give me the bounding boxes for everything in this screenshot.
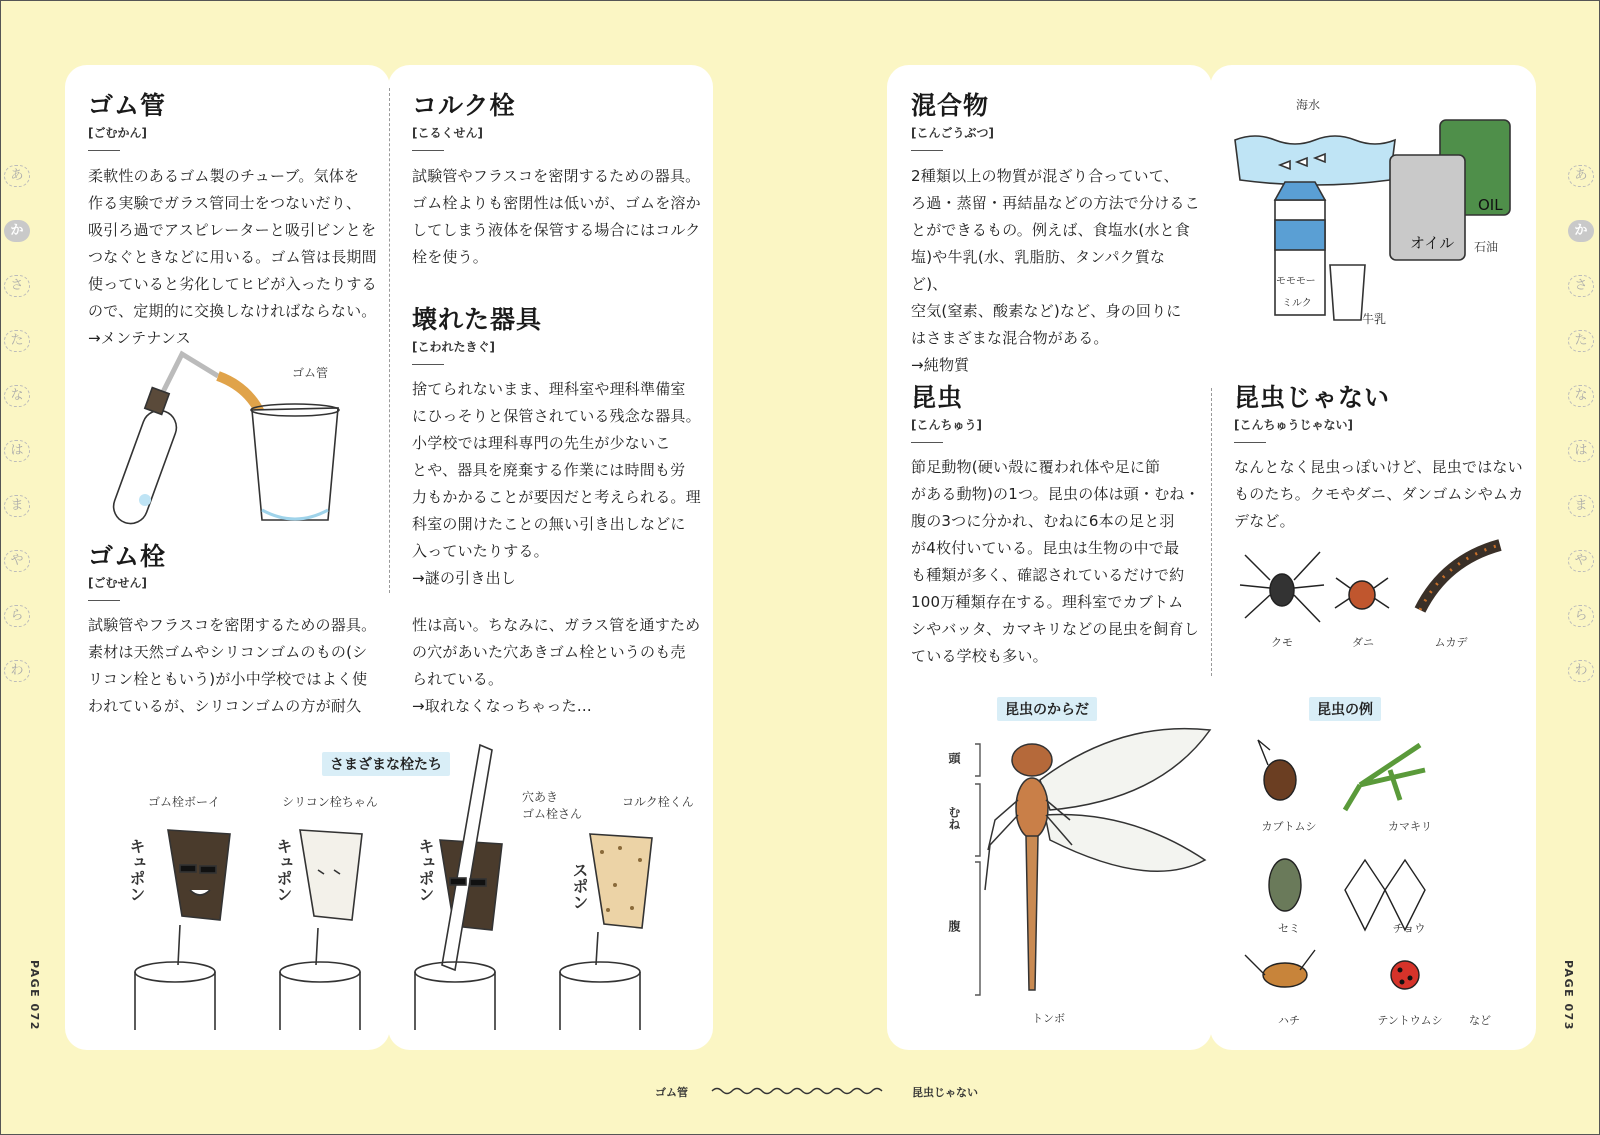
- text-line: 使っていると劣化してヒビが入ったりする: [88, 275, 377, 293]
- text-line: 試験管やフラスコを密閉するための器具。: [88, 616, 377, 634]
- text-line: ゴム栓よりも密閉性は低いが、ゴムを溶か: [412, 194, 701, 212]
- text-line: してしまう液体を保管する場合にはコルク: [412, 221, 701, 239]
- index-tab-1[interactable]: か: [4, 220, 30, 242]
- text-line: 塩)や牛乳(水、乳脂肪、タンパク質など)、: [911, 248, 1166, 293]
- text-line: 空気(窒素、酸素など)など、身の回りに: [911, 302, 1182, 320]
- entry-body-konchuu-janai: [1234, 454, 1530, 535]
- text-line: とができるもの。例えば、食塩水(水と食: [911, 221, 1191, 239]
- text-line: 科室の開けたことの無い引き出しなどに: [412, 515, 686, 533]
- entry-reading-konchuu: [こんちゅう]: [911, 418, 982, 432]
- text-line: ので、定期的に交換しなければならない。: [88, 302, 377, 320]
- body-part-abdomen: 腹: [947, 920, 961, 932]
- entry-reading-gomusen: [ごむせん]: [88, 576, 147, 590]
- index-tab-3[interactable]: た: [1568, 330, 1594, 352]
- text-line: 2種類以上の物質が混ざり合っていて、: [911, 167, 1179, 185]
- text-line: にひっそりと保管されている残念な器具。: [412, 407, 701, 425]
- index-tab-9[interactable]: わ: [1568, 660, 1594, 682]
- insect-examples-illustration: [1240, 730, 1490, 1010]
- sound-effect: スポン: [570, 862, 589, 910]
- text-line: シやバッタ、カマキリなどの昆虫を飼育し: [911, 620, 1199, 638]
- entry-body-kowareta: [412, 376, 702, 592]
- sound-effect: キュポン: [127, 838, 146, 902]
- entry-reading-konchuu-janai: [こんちゅうじゃない]: [1234, 418, 1353, 432]
- text-line: つなぐときなどに用いる。ゴム管は長期間: [88, 248, 377, 266]
- insect-name: チョウ: [1392, 922, 1426, 935]
- insect-name: テントウムシ: [1377, 1014, 1443, 1027]
- text-line: われているが、シリコンゴムの方が耐久: [88, 697, 362, 715]
- stopper-name: シリコン栓ちゃん: [282, 795, 378, 809]
- index-tab-3[interactable]: た: [4, 330, 30, 352]
- title-rule: [1234, 442, 1266, 443]
- sound-effect: キュポン: [416, 838, 435, 902]
- entry-body-kongoubutsu: [911, 163, 1201, 379]
- index-tab-4[interactable]: な: [1568, 385, 1594, 407]
- body-part-thorax: むね: [947, 806, 961, 830]
- footer-start-word: ゴム管: [655, 1086, 688, 1099]
- cross-reference-link[interactable]: →メンテナンス: [88, 329, 191, 347]
- right-page-number: PAGE 073: [1562, 960, 1575, 1031]
- index-tab-2[interactable]: さ: [4, 275, 30, 297]
- text-line: はさまざまな混合物がある。: [911, 329, 1109, 347]
- footer-end-word: 昆虫じゃない: [912, 1086, 978, 1099]
- title-rule: [911, 442, 943, 443]
- text-line: の穴があいた穴あきゴム栓というのも売: [412, 643, 686, 661]
- left-page-number: PAGE 072: [28, 960, 41, 1031]
- insect-name: カブトムシ: [1261, 820, 1317, 833]
- title-rule: [911, 150, 943, 151]
- text-line: 入っていたりする。: [412, 542, 549, 560]
- entry-body-konchuu: [911, 454, 1201, 670]
- entry-title-konchuu-janai: 昆虫じゃない: [1234, 383, 1391, 412]
- entry-reading-kongoubutsu: [こんごうぶつ]: [911, 126, 994, 140]
- mixtures-illustration: [1235, 110, 1515, 330]
- text-line: なんとなく昆虫っぽいけど、昆虫ではない: [1234, 458, 1523, 476]
- index-tab-4[interactable]: な: [4, 385, 30, 407]
- index-tab-7[interactable]: や: [4, 550, 30, 572]
- rubber-tube-illustration: [100, 360, 360, 530]
- oil-label: 石油: [1474, 240, 1499, 254]
- text-line: も種類が多く、確認されているだけで約: [911, 566, 1185, 584]
- non-insects-illustration: [1240, 540, 1510, 630]
- insect-examples-heading: 昆虫の例: [1309, 697, 1381, 721]
- index-tab-6[interactable]: ま: [4, 495, 30, 517]
- text-line: 柔軟性のあるゴム製のチューブ。気体を: [88, 167, 360, 185]
- text-line: 小学校では理科専門の先生が少ないこ: [412, 434, 671, 452]
- title-rule: [412, 150, 444, 151]
- insect-body-heading: 昆虫のからだ: [997, 697, 1097, 721]
- body-part-head: 頭: [947, 752, 961, 764]
- cross-reference-link[interactable]: →取れなくなっちゃった…: [412, 697, 592, 715]
- milk-label: 牛乳: [1362, 312, 1387, 326]
- text-line: 吸引ろ過でアスピレーターと吸引ビンとを: [88, 221, 377, 239]
- index-tab-0[interactable]: あ: [4, 165, 30, 187]
- entry-reading-corksen: [こるくせん]: [412, 126, 483, 140]
- stopper-characters-illustration: [120, 760, 680, 1030]
- text-line: リコン栓ともいう)が小中学校ではよく使: [88, 670, 368, 688]
- index-tab-2[interactable]: さ: [1568, 275, 1594, 297]
- dragonfly-illustration: [960, 740, 1220, 1010]
- index-tab-7[interactable]: や: [1568, 550, 1594, 572]
- entry-title-gomukan: ゴム管: [88, 91, 167, 120]
- index-tab-8[interactable]: ら: [4, 605, 30, 627]
- entry-reading-gomukan: [ごむかん]: [88, 126, 147, 140]
- text-line: 栓を使う。: [412, 248, 489, 266]
- animal-name: ムカデ: [1434, 636, 1468, 649]
- text-line: 100万種類存在する。理科室でカブトム: [911, 593, 1184, 611]
- etc-label: など: [1469, 1014, 1491, 1027]
- text-line: とや、器具を廃棄する作業には時間も労: [412, 461, 686, 479]
- column-divider: [1211, 388, 1212, 676]
- rubber-tube-label: ゴム管: [292, 366, 329, 380]
- title-rule: [412, 364, 444, 365]
- carton-text: ミルク: [1282, 298, 1312, 309]
- entry-title-kowareta: 壊れた器具: [412, 305, 543, 334]
- text-line: ている学校も多い。: [911, 647, 1048, 665]
- carton-text: モモモー: [1276, 276, 1316, 287]
- dragonfly-caption: トンボ: [1032, 1012, 1065, 1025]
- stopper-name: コルク栓くん: [622, 795, 694, 809]
- index-tab-5[interactable]: は: [4, 440, 30, 462]
- stopper-name: 穴あき ゴム栓さん: [522, 790, 583, 821]
- index-tab-0[interactable]: あ: [1568, 165, 1594, 187]
- entry-body-corksen: [412, 163, 702, 271]
- entry-title-konchuu: 昆虫: [911, 383, 964, 412]
- title-rule: [88, 150, 120, 151]
- text-line: が4枚付いている。昆虫は生物の中で最: [911, 539, 1180, 557]
- footer-wave: [712, 1086, 888, 1096]
- text-line: 性は高い。ちなみに、ガラス管を通すため: [412, 616, 701, 634]
- can-text: オイル: [1410, 234, 1455, 252]
- entry-body-gomusen-continued: [412, 612, 702, 720]
- entry-title-gomusen: ゴム栓: [88, 542, 167, 571]
- index-tab-8[interactable]: ら: [1568, 605, 1594, 627]
- stopper-name: ゴム栓ボーイ: [148, 795, 221, 809]
- text-line: 腹の3つに分かれ、むねに6本の足と羽: [911, 512, 1175, 530]
- animal-name: クモ: [1271, 636, 1293, 649]
- seawater-label: 海水: [1296, 98, 1321, 112]
- index-tab-5[interactable]: は: [1568, 440, 1594, 462]
- text-line: られている。: [412, 670, 504, 688]
- text-line: ものたち。クモやダニ、ダンゴムシやムカ: [1234, 485, 1524, 503]
- index-tab-9[interactable]: わ: [4, 660, 30, 682]
- animal-name: ダニ: [1352, 636, 1374, 649]
- column-divider: [389, 88, 390, 593]
- cross-reference-link[interactable]: →謎の引き出し: [412, 569, 516, 587]
- title-rule: [88, 600, 120, 601]
- index-tab-1[interactable]: か: [1568, 220, 1594, 242]
- text-line: 力もかかることが要因だと考えられる。理: [412, 488, 701, 506]
- text-line: 作る実験でガラス管同士をつないだり、: [88, 194, 362, 212]
- entry-title-corksen: コルク栓: [412, 91, 516, 120]
- entry-title-kongoubutsu: 混合物: [911, 91, 990, 120]
- index-tab-6[interactable]: ま: [1568, 495, 1594, 517]
- text-line: ろ過・蒸留・再結晶などの方法で分けるこ: [911, 194, 1200, 212]
- insect-name: セミ: [1278, 922, 1300, 935]
- cross-reference-link[interactable]: →純物質: [911, 356, 970, 374]
- insect-name: ハチ: [1278, 1014, 1300, 1027]
- text-line: 捨てられないまま、理科室や理科準備室: [412, 380, 686, 398]
- text-line: がある動物)の1つ。昆虫の体は頭・むね・: [911, 485, 1200, 503]
- text-line: 試験管やフラスコを密閉するための器具。: [412, 167, 701, 185]
- drum-text: OIL: [1478, 196, 1503, 214]
- entry-reading-kowareta: [こわれたきぐ]: [412, 340, 495, 354]
- sound-effect: キュポン: [274, 838, 293, 902]
- entry-body-gomusen: [88, 612, 378, 720]
- stoppers-heading: さまざまな栓たち: [322, 752, 450, 776]
- text-line: 素材は天然ゴムやシリコンゴムのもの(シ: [88, 643, 368, 661]
- insect-name: カマキリ: [1388, 820, 1432, 833]
- text-line: 節足動物(硬い殻に覆われ体や足に節: [911, 458, 1161, 476]
- text-line: デなど。: [1234, 512, 1295, 530]
- entry-body-gomukan: [88, 163, 378, 352]
